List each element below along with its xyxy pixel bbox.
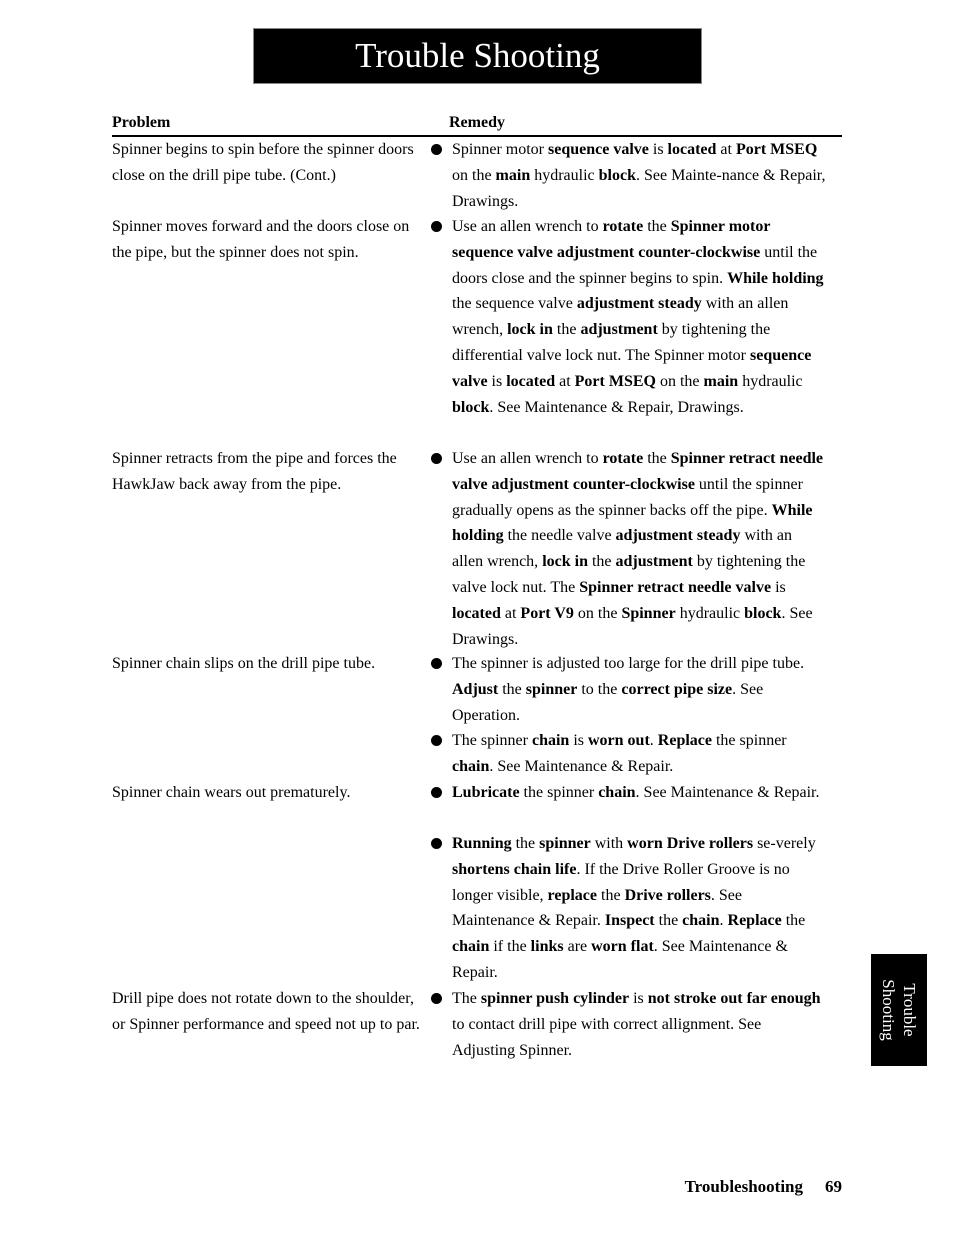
bullet-dot-icon [431, 144, 442, 155]
remedy-text-run: the [498, 680, 526, 698]
remedy-text-run: . [719, 912, 728, 930]
problem-column-header: Problem [112, 114, 171, 131]
remedy-text-run: to the [577, 680, 622, 698]
remedy-item-1-1 [431, 137, 826, 214]
remedy-text-run: Spinner [621, 604, 676, 622]
remedy-text-run: block [744, 604, 782, 622]
remedy-text-run: by tightening the valve lock nut. The [452, 553, 806, 596]
remedy-text-run: the spinner [519, 784, 599, 801]
remedy-text-run: Inspect [604, 912, 655, 930]
side-tab-line-1: Trouble [900, 983, 919, 1037]
remedy-text-run: at [555, 372, 575, 390]
remedy-text-run: the spinner [711, 732, 787, 749]
remedy-item-6-1 [431, 986, 826, 1063]
remedy-text-run: hydraulic [675, 604, 745, 622]
remedy-text-run: the [781, 912, 806, 930]
remedy-text-run: rotate [602, 450, 644, 467]
remedy-text-run: on the [655, 372, 704, 390]
problem-cell-4: Spinner chain slips on the drill pipe tube. [112, 655, 376, 672]
remedy-text-run: to contact drill pipe with correct allignment. See Adjusting Spinner. [452, 1015, 762, 1059]
remedy-text-run: with an allen wrench, [452, 527, 792, 571]
remedy-item-5-1 [431, 780, 826, 806]
remedy-text-run: While holding [452, 501, 813, 545]
remedy-text-run: se-verely [753, 835, 816, 852]
remedy-text-run: until the doors close and the spinner begins to spin. [452, 243, 818, 287]
remedy-text-run: spinner [539, 835, 591, 852]
remedy-text-run: lock in [542, 553, 588, 571]
remedy-item-5-2 [431, 831, 826, 986]
remedy-text-run: not stroke out far enough [647, 990, 821, 1007]
remedy-text-run: spinner push cylinder [480, 990, 630, 1007]
remedy-text-run: block [452, 398, 490, 416]
remedy-text-run: adjustment [615, 553, 693, 571]
remedy-text-run: . See Maintenance & Repair. [489, 757, 674, 775]
remedy-text-run: spinner [525, 680, 578, 698]
remedy-text-run: the [552, 321, 581, 339]
remedy-text-run: located [506, 372, 556, 390]
remedy-text-run: is [487, 372, 507, 390]
remedy-text-run: Lubricate [452, 784, 520, 801]
page-footer [685, 1177, 842, 1197]
remedy-text-run: Port MSEQ [735, 141, 818, 158]
footer-section-name: Troubleshooting [684, 1177, 803, 1196]
remedy-text-run: rotate [602, 218, 644, 235]
remedy-text-run: until the spinner gradually opens as the spinner backs off the pipe. [452, 475, 803, 519]
remedy-text-run: adjustment [580, 321, 658, 339]
remedy-text-run: replace [547, 886, 598, 904]
remedy-text-run: Spinner retract needle valve [579, 578, 772, 596]
remedy-item-4-1 [431, 651, 826, 728]
remedy-text-run: the [587, 553, 616, 571]
remedy-text-run: the [643, 218, 671, 235]
remedy-text-run: sequence valve [452, 346, 812, 390]
remedy-item-4-2 [431, 728, 826, 780]
bullet-dot-icon [431, 453, 442, 464]
remedy-text-run: chain [682, 912, 720, 930]
remedy-text-run: chain [531, 732, 570, 749]
remedy-item-2-1 [431, 214, 826, 420]
remedy-text-run: worn Drive rollers [627, 835, 754, 852]
remedy-text-run: . See Maintenance & Repair. [452, 886, 743, 930]
remedy-text-run: the sequence valve [452, 295, 577, 313]
bullet-dot-icon [431, 993, 442, 1004]
remedy-text-run: is [569, 732, 588, 749]
remedy-text-run: Adjust [452, 680, 499, 698]
remedy-text-run: . See Maintenance & Repair. [452, 938, 788, 981]
remedy-text-run: the [643, 450, 671, 467]
remedy-text-run: lock in [507, 321, 553, 339]
problem-cell-2: Spinner moves forward and the doors close on the pipe, but the spinner does not spin. [112, 218, 410, 261]
remedy-text-run: the [654, 912, 683, 930]
problem-cell-1: Spinner begins to spin before the spinner doors close on the drill pipe tube. (Cont.) [112, 141, 414, 184]
remedy-text-run: . See Maintenance & Repair, Drawings. [489, 398, 744, 416]
remedy-text-run: with [590, 835, 628, 852]
remedy-text-run: the [511, 835, 540, 852]
remedy-text-run: The spinner is adjusted too large for the drill pipe tube. [452, 655, 805, 672]
remedy-text-run: if the [489, 938, 531, 956]
remedy-text-run: . See Operation. [452, 680, 764, 724]
bullet-dot-icon [431, 658, 442, 669]
remedy-text-run: Use an allen wrench to [452, 450, 603, 467]
remedy-text-run: Spinner retract needle valve adjustment counter-clockwise [452, 450, 824, 493]
remedy-item-3-1 [431, 446, 826, 652]
remedy-text-run: at [500, 604, 521, 622]
remedy-text-run: adjustment steady [576, 295, 702, 313]
remedy-text-run: . See Maintenance & Repair. [635, 784, 820, 801]
problem-cell-3: Spinner retracts from the pipe and forces the HawkJaw back away from the pipe. [112, 450, 397, 493]
remedy-text-run: are [563, 938, 592, 956]
remedy-text-run: is [648, 141, 668, 158]
remedy-text-run: block [598, 166, 636, 184]
remedy-text-run: Port MSEQ [574, 372, 656, 390]
bullet-dot-icon [431, 838, 442, 849]
remedy-text-run: is [771, 578, 786, 596]
remedy-text-run: Spinner motor [452, 141, 548, 158]
bullet-dot-icon [431, 221, 442, 232]
remedy-text-run: Use an allen wrench to [452, 218, 603, 235]
remedy-text-run: links [530, 938, 564, 956]
section-side-tab [871, 954, 927, 1066]
remedy-text-run: located [667, 141, 717, 158]
side-tab-line-2: Shooting [879, 979, 898, 1041]
remedy-text-run: Port V9 [520, 604, 574, 622]
side-tab-label [878, 979, 920, 1040]
remedy-text-run: hydraulic [738, 372, 803, 390]
remedy-text-run: . See Drawings. [452, 604, 813, 648]
remedy-text-run: is [629, 990, 648, 1007]
remedy-text-run: worn flat [591, 938, 654, 956]
problem-cell-5: Spinner chain wears out prematurely. [112, 784, 351, 801]
remedy-text-run: the [597, 886, 625, 904]
remedy-text-run: The spinner [452, 732, 532, 749]
remedy-text-run: on the [452, 166, 496, 184]
remedy-text-run: . [649, 732, 658, 749]
page-title: Trouble Shooting [253, 28, 702, 84]
remedy-text-run: The [452, 990, 481, 1007]
remedy-text-run: chain [452, 938, 490, 956]
remedy-text-run: chain [598, 784, 636, 801]
remedy-text-run: main [703, 372, 739, 390]
remedy-text-run: main [495, 166, 531, 184]
remedy-text-run: Drive rollers [624, 886, 711, 904]
remedy-text-run: Running [452, 835, 512, 852]
remedy-text-run: . See Mainte-nance & Repair, Drawings. [452, 166, 826, 210]
remedy-text-run: the needle valve [503, 527, 616, 545]
remedy-text-run: by tightening the differential valve lock nut. The Spinner motor [452, 321, 771, 364]
remedy-text-run: shortens chain life [452, 860, 577, 878]
remedy-text-run: sequence valve [548, 141, 649, 158]
remedy-text-run: chain [452, 757, 490, 775]
bullet-dot-icon [431, 735, 442, 746]
remedy-column-header: Remedy [449, 114, 505, 131]
remedy-text-run: located [452, 604, 501, 622]
remedy-text-run: Replace [727, 912, 782, 930]
remedy-text-run: hydraulic [530, 166, 599, 184]
remedy-text-run: Spinner motor sequence valve adjustment counter-clockwise [452, 218, 771, 261]
remedy-text-run: worn out [588, 732, 650, 749]
problem-cell-6: Drill pipe does not rotate down to the shoulder, or Spinner performance and speed not up to par. [112, 990, 420, 1033]
remedy-text-run: with an allen wrench, [452, 295, 789, 339]
page-number: 69 [825, 1177, 842, 1196]
remedy-text-run: Replace [657, 732, 712, 749]
remedy-text-run: at [716, 141, 736, 158]
remedy-text-run: adjustment steady [615, 527, 741, 545]
remedy-text-run: on the [573, 604, 622, 622]
bullet-dot-icon [431, 787, 442, 798]
remedy-text-run: . If the Drive Roller Groove is no longer visible, [452, 860, 790, 904]
remedy-text-run: While holding [727, 269, 824, 287]
remedy-text-run: correct pipe size [621, 680, 733, 698]
